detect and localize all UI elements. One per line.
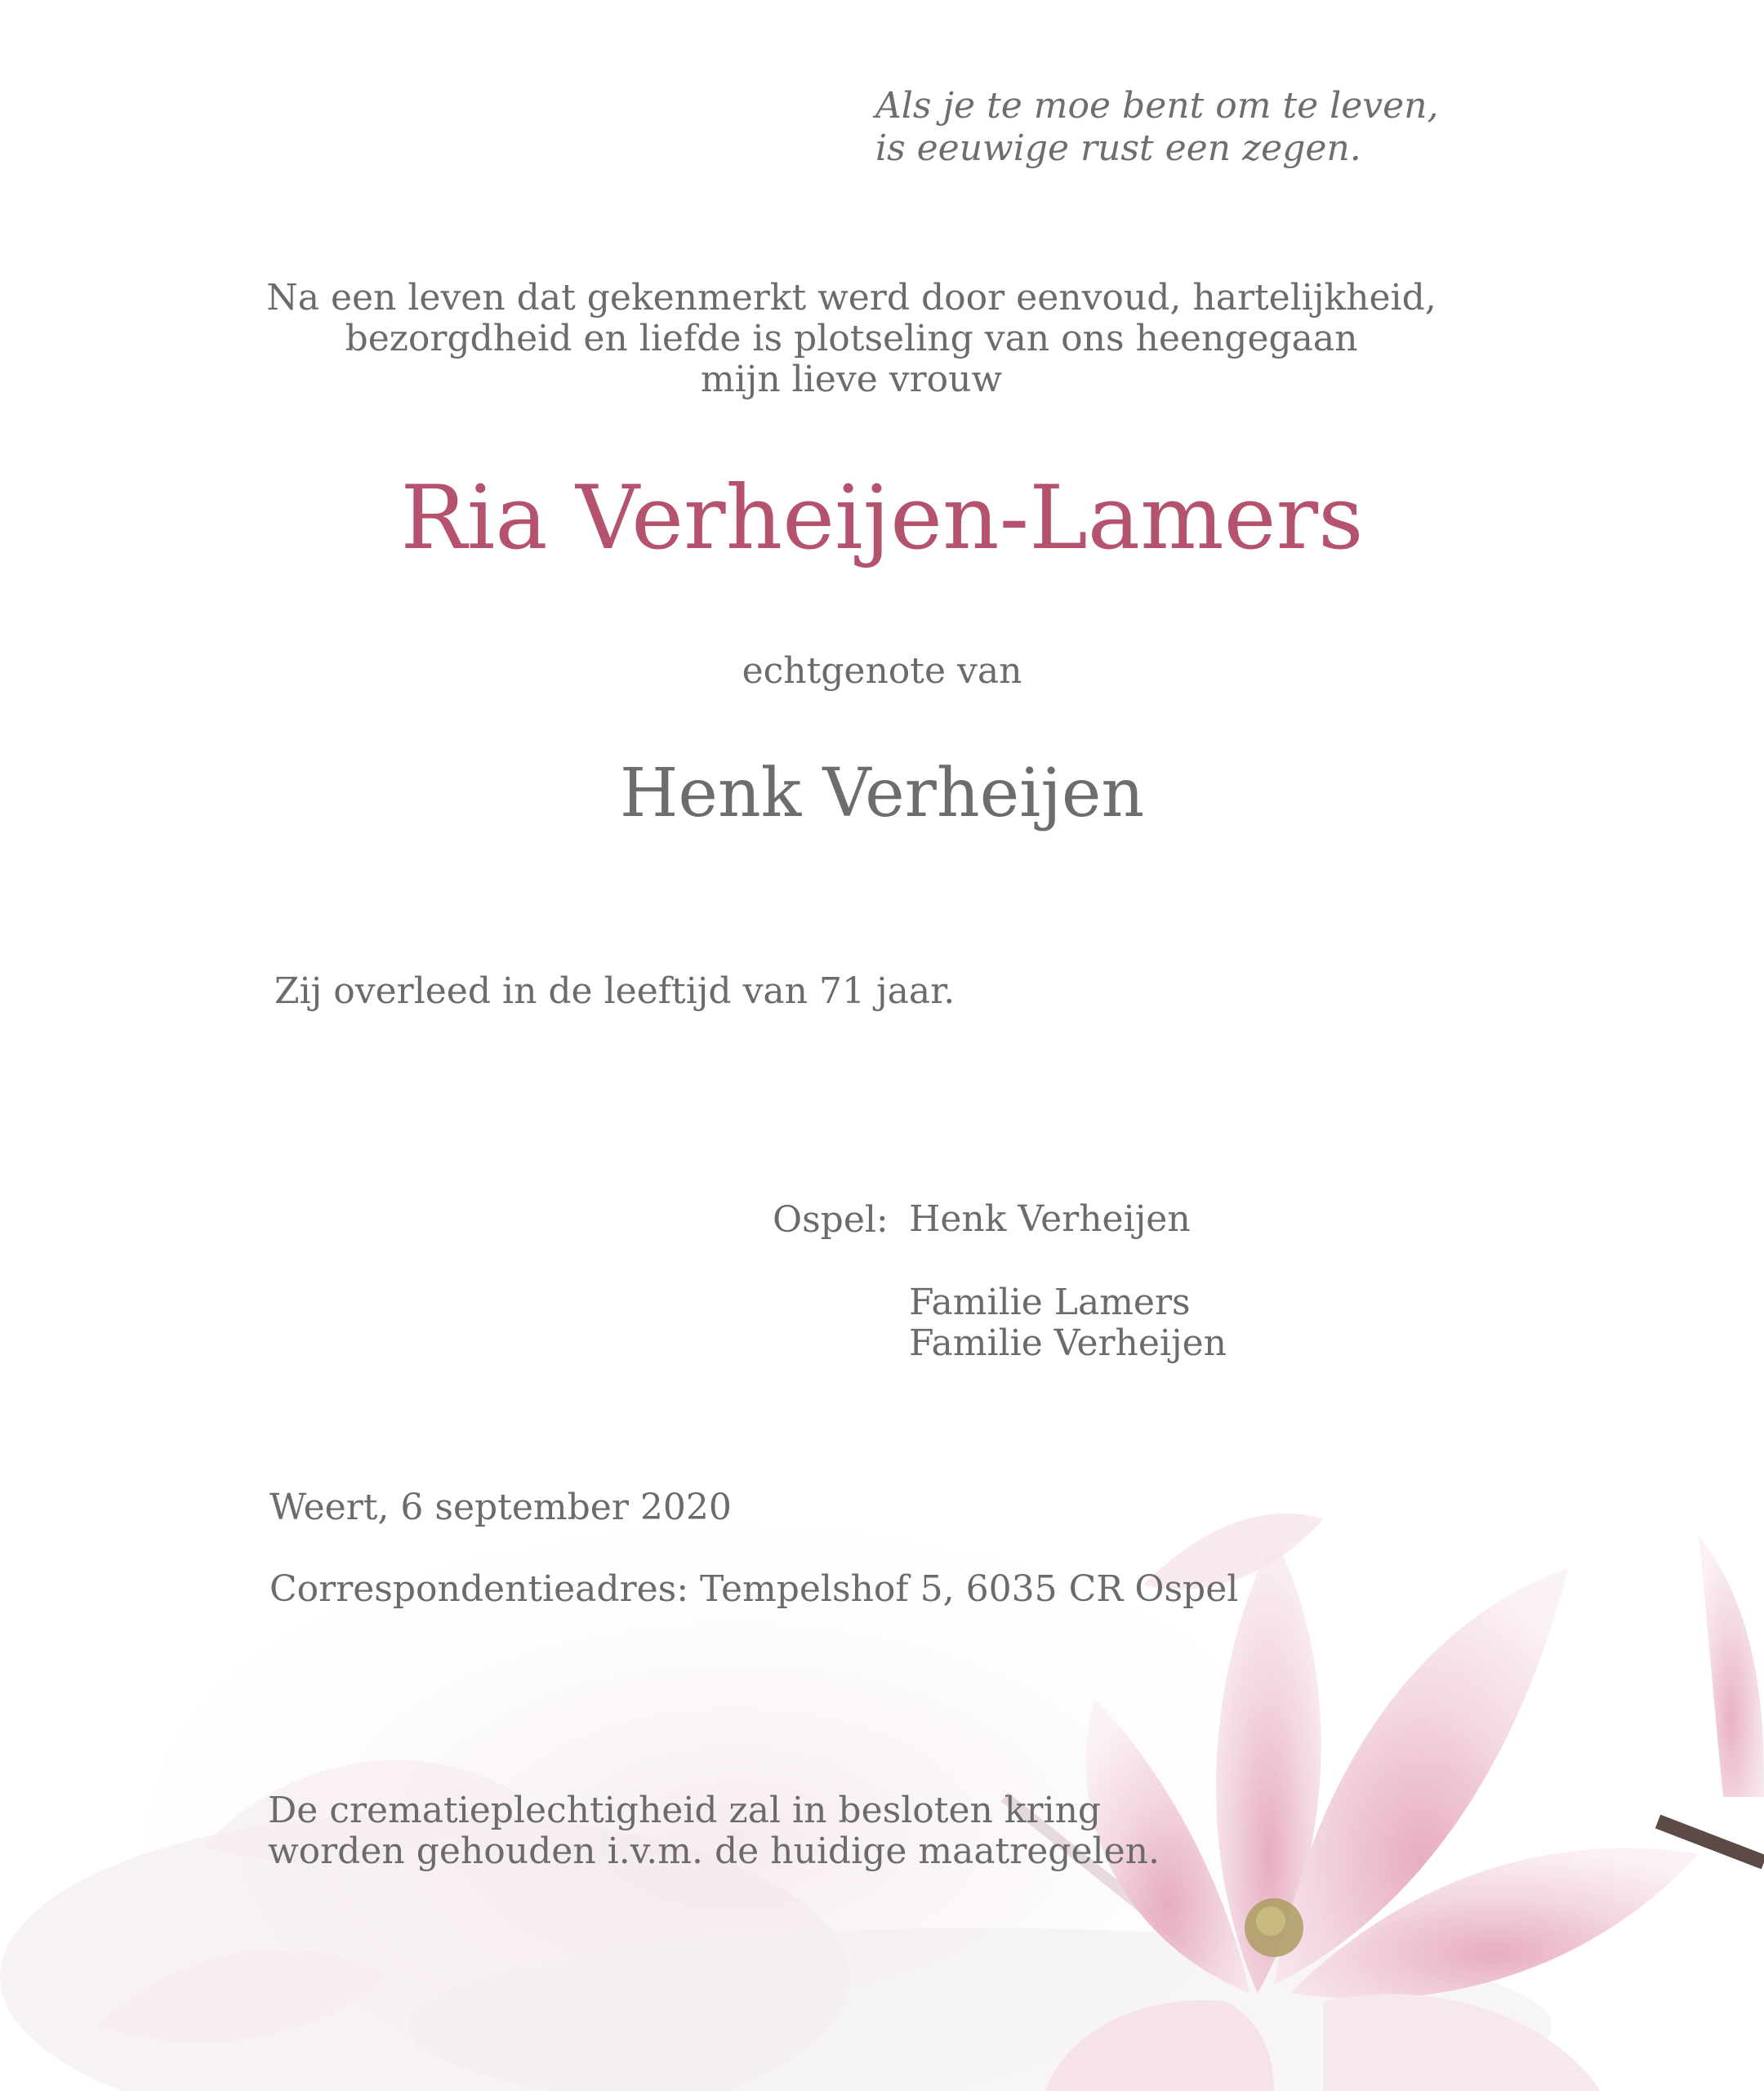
signer-name: Henk Verheijen — [909, 1198, 1191, 1240]
intro-line: mijn lieve vrouw — [700, 359, 1003, 400]
spouse-label: echtgenote van — [742, 650, 1022, 692]
intro-line: Na een leven dat gekenmerkt werd door eenvoud, hartelijkheid, — [266, 277, 1437, 319]
quote-line: Als je te moe bent om te leven, — [875, 85, 1439, 127]
service-line: De crematieplechtigheid zal in besloten kring — [268, 1790, 1102, 1831]
date-line: Weert, 6 september 2020 — [270, 1487, 732, 1528]
intro-text — [0, 278, 1764, 400]
quote-line: is eeuwige rust een zegen. — [875, 127, 1361, 169]
spouse-name: Henk Verheijen — [619, 755, 1145, 832]
deceased-name: Ria Verheijen-Lamers — [400, 467, 1364, 569]
correspondence-address: Correspondentieadres: Tempelshof 5, 6035 CR Ospel — [270, 1568, 1239, 1610]
service-line: worden gehouden i.v.m. de huidige maatregelen. — [268, 1830, 1160, 1872]
intro-line: bezorgdheid en liefde is plotseling van ons heengegaan — [345, 318, 1358, 359]
age-statement: Zij overleed in de leeftijd van 71 jaar. — [274, 970, 956, 1012]
signer-name: Familie Lamers — [909, 1282, 1191, 1323]
opening-quote — [875, 85, 1438, 170]
signers-place: Ospel: — [773, 1199, 889, 1241]
service-notice — [268, 1790, 1160, 1872]
signer-name: Familie Verheijen — [909, 1322, 1227, 1364]
